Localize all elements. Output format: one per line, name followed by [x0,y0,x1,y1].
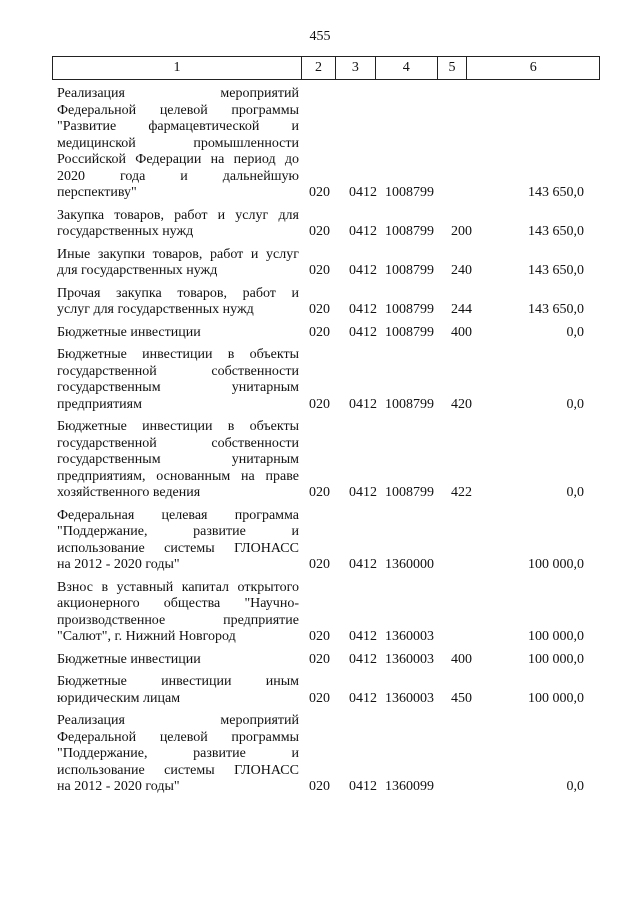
row-codes [309,629,481,646]
description-line: Российской Федерации на период до [57,152,299,167]
row-description [57,325,299,342]
description-line: предприятиям, основанным на праве [57,468,299,484]
description-line: "Салют", г. Нижний Новгород [57,629,236,644]
description-line: предприятиям [57,396,142,412]
row-amount: 143 650,0 [528,302,584,317]
row-description [57,713,299,796]
row-amount: 143 650,0 [528,224,584,239]
target-article-code: 1008799 [385,263,434,278]
table-row [57,325,592,342]
description-line: для государственных нужд [57,263,218,278]
table-row [57,286,592,319]
description-line: на 2012 - 2020 годы" [57,557,180,572]
header-col-6: 6 [529,60,537,75]
description-line: государственной собственности [57,435,299,451]
row-codes [309,397,481,414]
header-col-1: 1 [53,57,302,79]
table-row [57,208,592,241]
row-description [57,674,299,707]
target-article-code: 1360003 [385,690,434,706]
description-line: государственной собственности [57,363,299,379]
target-article-code: 1360003 [385,651,434,667]
description-line: "Развитие фармацевтической и [57,119,299,134]
ved-code: 020 [309,185,330,200]
section-code: 0412 [349,557,377,572]
ved-code: 020 [309,263,330,278]
description-line: Федеральная целевая программа [57,507,299,523]
row-codes [309,779,481,796]
expense-type-code: 400 [451,651,472,667]
ved-code: 020 [309,324,330,340]
description-line: "Поддержание, развитие и [57,746,299,761]
target-article-code: 1008799 [385,324,434,340]
header-col-3: 3 [336,57,376,79]
row-description [57,208,299,241]
ved-code: 020 [309,779,330,794]
ved-code: 020 [309,629,330,644]
table-row [57,347,592,413]
description-line: перспективу" [57,185,137,200]
ved-code: 020 [309,485,330,500]
row-description [57,286,299,319]
description-line: использование системы ГЛОНАСС [57,540,299,556]
section-code: 0412 [349,263,377,278]
description-line: Закупка товаров, работ и услуг для [57,207,299,223]
description-line: Бюджетные инвестиции [57,651,201,667]
expense-type-code: 200 [451,224,472,239]
row-description [57,652,299,669]
description-line: производственное предприятие [57,612,299,628]
description-line: Реализация мероприятий [57,713,299,728]
description-line: Иные закупки товаров, работ и услуг [57,246,299,262]
description-line: на 2012 - 2020 годы" [57,779,180,794]
description-line: Бюджетные инвестиции в объекты [57,419,299,434]
target-article-code: 1360000 [385,557,434,572]
section-code: 0412 [349,302,377,317]
ved-code: 020 [309,651,330,667]
description-line: государственным унитарным [57,380,299,395]
row-codes [309,302,481,319]
target-article-code: 1360003 [385,629,434,644]
description-line: услуг для государственных нужд [57,302,254,317]
table-row [57,580,592,646]
section-code: 0412 [349,224,377,239]
description-line: Бюджетные инвестиции иным [57,674,299,689]
row-codes [309,557,481,574]
description-line: 2020 года и дальнейшую [57,168,299,184]
description-line: юридическим лицам [57,690,181,706]
description-line: государственных нужд [57,224,194,239]
description-line: акционерного общества "Научно- [57,596,299,611]
description-line: использование системы ГЛОНАСС [57,762,299,778]
expense-type-code: 240 [451,263,472,278]
ved-code: 020 [309,302,330,317]
section-code: 0412 [349,324,377,340]
expense-type-code: 450 [451,690,472,706]
description-line: хозяйственного ведения [57,485,201,500]
section-code: 0412 [349,629,377,644]
target-article-code: 1008799 [385,485,434,500]
row-codes [309,185,481,202]
description-line: Прочая закупка товаров, работ и [57,285,299,301]
target-article-code: 1008799 [385,396,434,412]
row-amount: 100 000,0 [528,629,584,644]
description-line: Бюджетные инвестиции в объекты [57,347,299,362]
description-line: государственным унитарным [57,452,299,467]
expense-type-code: 244 [451,302,472,317]
row-codes [309,325,481,342]
page-number: 455 [309,29,331,44]
header-col-2: 2 [302,57,336,79]
expense-type-code: 400 [451,324,472,340]
ved-code: 020 [309,557,330,572]
section-code: 0412 [349,779,377,794]
ved-code: 020 [309,396,330,412]
section-code: 0412 [349,485,377,500]
row-amount: 0,0 [566,779,584,794]
description-line: Бюджетные инвестиции [57,324,201,340]
description-line: Федеральной целевой программы [57,102,299,118]
expense-type-code: 422 [451,485,472,500]
section-code: 0412 [349,690,377,706]
description-line: Федеральной целевой программы [57,729,299,745]
row-codes [309,691,481,708]
target-article-code: 1008799 [385,224,434,239]
header-col-5: 5 [438,57,468,79]
row-codes [309,485,481,502]
row-description [57,247,299,280]
row-amount: 0,0 [566,485,584,500]
row-description [57,580,299,646]
table-body [57,86,592,802]
section-code: 0412 [349,651,377,667]
table-row [57,508,592,574]
ved-code: 020 [309,224,330,239]
row-description [57,86,299,202]
header-col-4: 4 [376,57,438,79]
description-line: Реализация мероприятий [57,86,299,101]
table-row [57,419,592,502]
table-row [57,86,592,202]
description-line: Взнос в уставный капитал открытого [57,579,299,595]
table-row [57,247,592,280]
row-amount: 100 000,0 [528,557,584,572]
expense-type-code: 420 [451,396,472,412]
target-article-code: 1008799 [385,185,434,200]
row-codes [309,263,481,280]
table-row [57,713,592,796]
ved-code: 020 [309,690,330,706]
table-row [57,652,592,669]
row-amount: 143 650,0 [528,263,584,278]
row-amount: 100 000,0 [528,651,584,667]
row-amount: 0,0 [566,324,584,340]
description-line: медицинской промышленности [57,135,299,151]
row-codes [309,224,481,241]
row-amount: 0,0 [566,396,584,412]
row-description [57,347,299,413]
section-code: 0412 [349,396,377,412]
row-description [57,419,299,502]
row-amount: 143 650,0 [528,185,584,200]
target-article-code: 1008799 [385,302,434,317]
table-header [52,56,600,80]
description-line: "Поддержание, развитие и [57,524,299,539]
row-amount: 100 000,0 [528,690,584,706]
table-row [57,674,592,707]
row-codes [309,652,481,669]
section-code: 0412 [349,185,377,200]
target-article-code: 1360099 [385,779,434,794]
row-description [57,508,299,574]
